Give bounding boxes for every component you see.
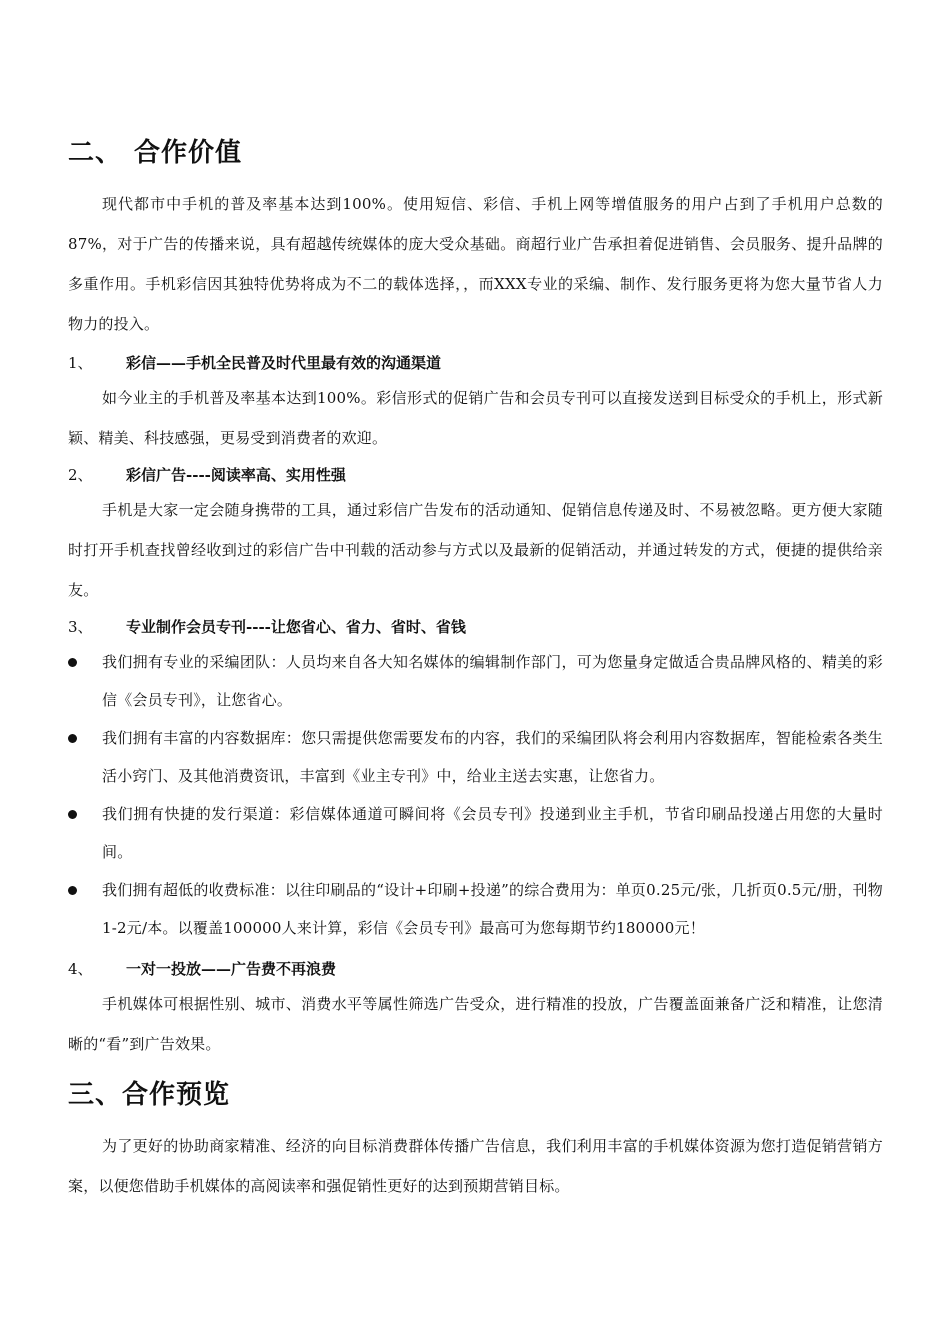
- bullet-dot-icon: [68, 658, 77, 667]
- item-4-number: 4、: [68, 960, 93, 978]
- item-3-number: 3、: [68, 618, 93, 636]
- item-2-title: 彩信广告----阅读率高、实用性强: [126, 466, 346, 484]
- bullet-text: 我们拥有超低的收费标准：以往印刷品的“设计+印刷+投递”的综合费用为：单页0.25元/张，几折页0.5元/册，刊物1-2元/本。以覆盖100000人来计算，彩信《会员专刊》最高可为您每期节约180000元！: [102, 881, 883, 937]
- section-2-intro: 现代都市中手机的普及率基本达到100%。使用短信、彩信、手机上网等增值服务的用户占到了手机用户总数的87%，对于广告的传播来说，具有超越传统媒体的庞大受众基础。商超行业广告承担着促进销售、会员服务、提升品牌的多重作用。手机彩信因其独特优势将成为不二的载体选择，，而XXX专业的采编、制作、发行服务更将为您大量节省人力物力的投入。: [68, 195, 883, 333]
- item-4-title: 一对一投放——广告费不再浪费: [126, 960, 337, 978]
- item-1-number: 1、: [68, 354, 93, 372]
- item-2-body: 手机是大家一定会随身携带的工具，通过彩信广告发布的活动通知、促销信息传递及时、不易被忽略。更方便大家随时打开手机查找曾经收到过的彩信广告中刊载的活动参与方式以及最新的促销活动，并通过转发的方式，便捷的提供给亲友。: [68, 501, 883, 599]
- item-2-number: 2、: [68, 466, 93, 484]
- section-2-heading: [68, 132, 242, 169]
- bullet-item: [68, 871, 883, 947]
- item-4-body: 手机媒体可根据性别、城市、消费水平等属性筛选广告受众，进行精准的投放，广告覆盖面兼备广泛和精准，让您清晰的“看”到广告效果。: [68, 995, 883, 1053]
- item-1-body: 如今业主的手机普及率基本达到100%。彩信形式的促销广告和会员专刊可以直接发送到目标受众的手机上，形式新颖、精美、科技感强，更易受到消费者的欢迎。: [68, 389, 883, 447]
- item-1-title: 彩信——手机全民普及时代里最有效的沟通渠道: [126, 354, 442, 372]
- section-2-title: 合作价值: [134, 138, 243, 168]
- bullet-dot-icon: [68, 734, 77, 743]
- bullet-item: [68, 643, 883, 719]
- bullet-item: [68, 719, 883, 795]
- section-2-number: 二、: [68, 138, 123, 168]
- item-1-heading: [68, 352, 441, 373]
- bullet-text: 我们拥有快捷的发行渠道：彩信媒体通道可瞬间将《会员专刊》投递到业主手机，节省印刷品投递占用您的大量时间。: [102, 805, 883, 861]
- bullet-dot-icon: [68, 886, 77, 895]
- bullet-dot-icon: [68, 810, 77, 819]
- section-3-intro: 为了更好的协助商家精准、经济的向目标消费群体传播广告信息，我们利用丰富的手机媒体资源为您打造促销营销方案，以便您借助手机媒体的高阅读率和强促销性更好的达到预期营销目标。: [68, 1137, 883, 1195]
- bullet-text: 我们拥有专业的采编团队：人员均来自各大知名媒体的编辑制作部门，可为您量身定做适合贵品牌风格的、精美的彩信《会员专刊》，让您省心。: [102, 653, 883, 709]
- item-2-heading: [68, 464, 346, 485]
- item-4-heading: [68, 958, 336, 979]
- item-3-title: 专业制作会员专刊----让您省心、省力、省时、省钱: [126, 618, 466, 636]
- bullet-text: 我们拥有丰富的内容数据库：您只需提供您需要发布的内容，我们的采编团队将会利用内容数据库，智能检索各类生活小窍门、及其他消费资讯，丰富到《业主专刊》中，给业主送去实惠，让您省力。: [102, 729, 883, 785]
- item-3-heading: [68, 616, 466, 637]
- bullet-item: [68, 795, 883, 871]
- section-3-heading: 三、合作预览: [68, 1080, 231, 1110]
